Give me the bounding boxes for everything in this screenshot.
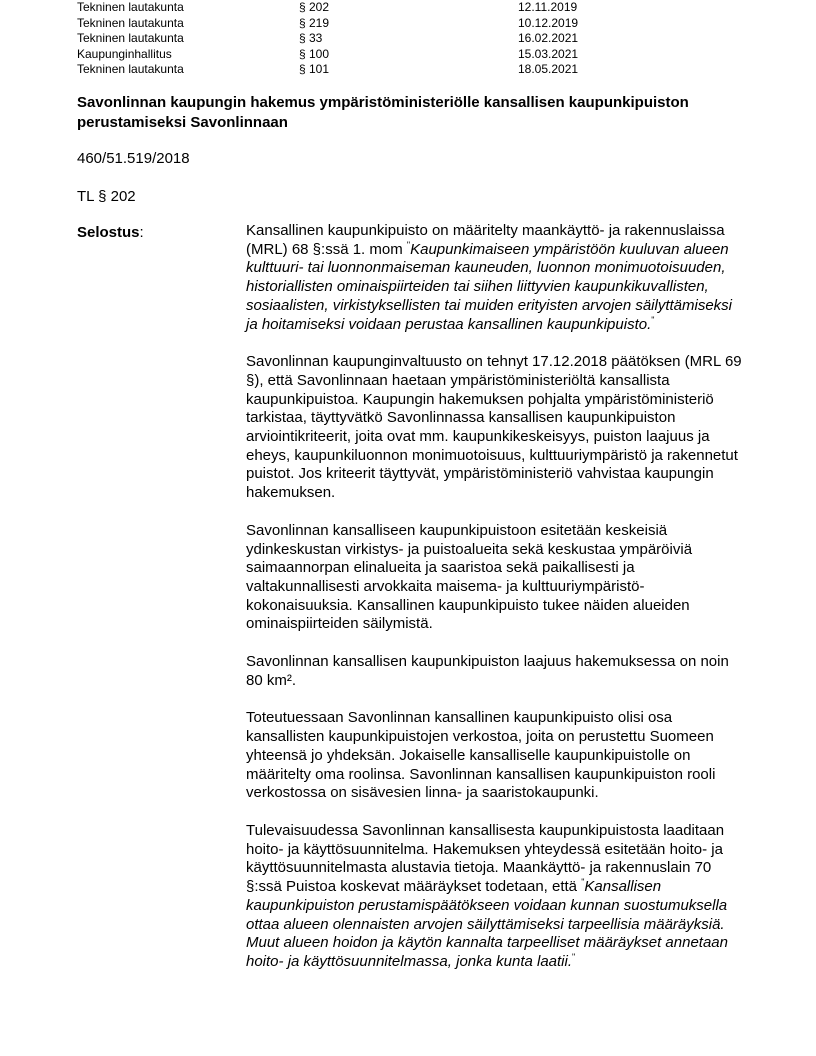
paragraph-text: Kansallinen kaupunkipuisto on määritelty maankäyttö- ja rakennuslaissa (MRL) 68 §:ssä 1. mom [246, 222, 725, 258]
open-quote: " [581, 877, 585, 888]
tl-reference: TL § 202 [77, 188, 136, 205]
history-body: Tekninen lautakunta [77, 31, 184, 46]
history-section: § 33 [299, 31, 323, 46]
paragraph-text: Tulevaisuudessa Savonlinnan kansallisesta kaupunkipuistosta laaditaan hoito- ja käyttösuunnitelma. Hakemuksen yhteydessä esitetään hoito- ja käyttösuunnitelmasta alustavia tietoja. Maankäyttö- ja rakennuslain 70 §:ssä Puistoa koskevat määräykset todetaan, että [246, 821, 725, 896]
history-row [77, 47, 637, 63]
history-body: Kaupunginhallitus [77, 46, 172, 61]
paragraph-council-decision: Savonlinnan kaupunginvaltuusto on tehnyt 17.12.2018 päätöksen (MRL 69 §), että Savonlinnaan haetaan ympäristöministeriöltä kansallista kaupunkipuistoa. Kaupungin hakemuksen pohjalta ympäristöministeriö tarkistaa, täyttyvätkö Savonlinnassa kansallisen kaupunkipuiston arviointikriteerit, joita ovat mm. kaupunkikeskeisyys, puiston laajuus ja eheys, kaupunkiluonnon monimuotoisuus, kulttuuriympäristö ja rakennetut puistot. Jos kriteerit täyttyvät, ympäristöministeriö vahvistaa kaupungin hakemuksen. [246, 353, 742, 502]
selostus-body [246, 222, 746, 991]
history-section: § 202 [299, 0, 330, 14]
history-body: Tekninen lautakunta [77, 0, 184, 14]
close-quote: " [651, 314, 655, 325]
paragraph-management-plan [246, 822, 746, 972]
paragraph-network: Toteutuessaan Savonlinnan kansallinen kaupunkipuisto olisi osa kansallisten kaupunkipuistojen verkostoa, joita on perustettu Suomeen yhteensä jo yhdeksän. Jokaiselle kansalliselle kaupunkipuistolle on määritelty oma roolinsa. Savonlinnan kansallisen kaupunkipuiston rooli verkostossa on sisävesien linna- ja saaristokaupunki. [246, 709, 716, 802]
selostus-colon: : [139, 224, 144, 241]
selostus-heading [77, 224, 144, 243]
history-row [77, 31, 637, 47]
close-quote: " [572, 951, 576, 962]
history-body: Tekninen lautakunta [77, 62, 184, 77]
law-quote: Kansallisen kaupunkipuiston perustamispäätökseen voidaan kunnan suostumuksella ottaa alueen olennaisten arvojen säilyttämiseksi tarpeellisia määräyksiä. Muut alueen hoidon ja käytön kannalta tarpeelliset määräykset annetaan hoito- ja käyttösuunnitelmassa, jonka kunta laatii. [246, 878, 728, 970]
diary-number: 460/51.519/2018 [77, 150, 190, 167]
processing-history [77, 0, 637, 78]
history-date: 16.02.2021 [518, 31, 579, 46]
history-section: § 101 [299, 62, 330, 77]
open-quote: " [406, 239, 411, 250]
history-date: 15.03.2021 [518, 46, 579, 61]
document-title: Savonlinnan kaupungin hakemus ympäristöministeriölle kansallisen kaupunkipuiston perustamiseksi Savonlinnaan [77, 94, 689, 131]
history-section: § 100 [299, 46, 330, 61]
history-row [77, 0, 637, 16]
paragraph-definition [246, 222, 746, 334]
history-date: 10.12.2019 [518, 15, 579, 30]
history-row [77, 62, 637, 78]
history-row [77, 16, 637, 32]
history-section: § 219 [299, 15, 330, 30]
selostus-label: Selostus [77, 224, 140, 241]
history-body: Tekninen lautakunta [77, 15, 184, 30]
history-date: 18.05.2021 [518, 62, 579, 77]
paragraph-areas: Savonlinnan kansalliseen kaupunkipuistoon esitetään keskeisiä ydinkeskustan virkistys- ja puistoalueita sekä keskustaa ympäröiviä saimaannorpan elinalueita ja saaristoa sekä paikallisesti ja valtakunnallisesti arvokkaita maisema- ja kulttuuriympäristö-kokonaisuuksia. Kansallinen kaupunkipuisto tukee näiden alueiden ominaispiirteiden säilymistä. [246, 521, 693, 633]
paragraph-extent: Savonlinnan kansallisen kaupunkipuiston laajuus hakemuksessa on noin 80 km². [246, 653, 729, 689]
history-date: 12.11.2019 [518, 0, 578, 14]
law-quote: Kaupunkimaiseen ympäristöön kuuluvan alueen kulttuuri- tai luonnonmaiseman kauneuden, luonnon monimuotoisuuden, historiallisten ominaispiirteiden tai siihen liittyvien kaupunkikuvallisten, sosiaalisten, virkistyksellisten tai muiden erityisten arvojen säilyttämiseksi ja hoitamiseksi voidaan perustaa kansallinen kaupunkipuisto. [246, 240, 733, 333]
